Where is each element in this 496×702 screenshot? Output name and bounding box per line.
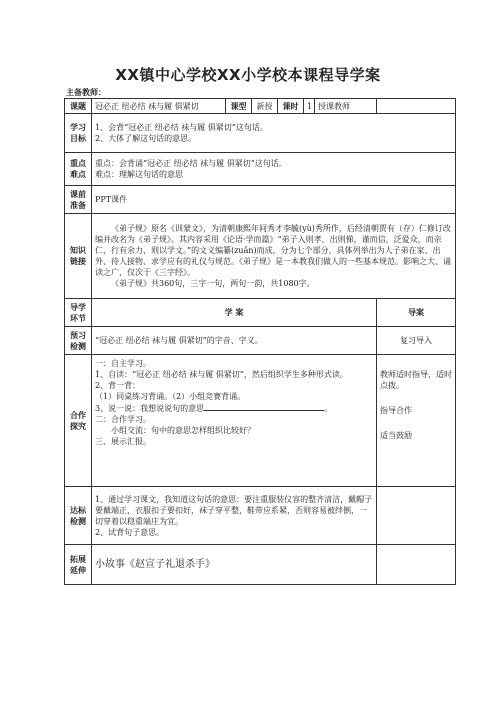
explore-guide-line: 教师适时指导，适时点拨。 [380, 370, 452, 390]
keypoint-item: 重点：会背诵“冠必正 纽必结 袜与履 俱紧切”这句话。 [95, 159, 287, 168]
header-row [65, 99, 456, 114]
explore-line: （1）同桌练习背诵。（2）小组竞赛背诵。 [95, 392, 246, 401]
preparer-label: 主备教师： [66, 88, 106, 97]
goals-content [92, 114, 456, 153]
knowledge-paragraph: 《弟子规》共360句，三字一句，两句一韵，共1080字。 [111, 279, 315, 288]
topic-value: 冠必正 纽必结 袜与履 俱紧切 [92, 99, 226, 114]
check-label: 达标检测 [65, 487, 92, 545]
explore-line: 三、展示汇报。 [95, 437, 151, 446]
guide-header-row [65, 299, 456, 327]
teacher-value [377, 99, 456, 114]
knowledge-label: 知识链接 [65, 214, 92, 299]
teacher-label: 授课教师 [315, 99, 377, 114]
check-line: 2、试背句子意思。 [95, 527, 165, 537]
prep-value: PPT课件 [92, 186, 456, 214]
guide-section-label: 导学环节 [65, 299, 92, 327]
preview-label: 预习检测 [65, 327, 92, 355]
check-content [92, 487, 377, 545]
fill-in-blank [204, 402, 324, 411]
explore-line: 3、说一说：我想说说句的意思 [95, 404, 205, 413]
goals-row [65, 114, 456, 153]
check-guide [377, 487, 456, 545]
explore-guide-line: 指导合作 [380, 406, 412, 415]
extend-guide [377, 545, 456, 585]
keypoints-row [65, 153, 456, 186]
type-label: 课型 [226, 99, 252, 114]
keypoint-item: 难点：理解这句话的意思 [95, 170, 183, 179]
check-row [65, 487, 456, 545]
knowledge-row [65, 214, 456, 299]
plan-header: 学 案 [92, 299, 377, 327]
prep-label: 课前准备 [65, 186, 92, 214]
explore-line: 小组交流：句中的意思怎样组织比较好？ [111, 426, 255, 435]
goal-item: 1、会背“冠必正 纽必结 袜与履 俱紧切”这句话。 [95, 123, 268, 132]
keypoints-label: 重点难点 [65, 153, 92, 186]
keypoints-content [92, 153, 456, 186]
explore-guide [377, 355, 456, 487]
explore-row [65, 355, 456, 487]
explore-content [92, 355, 377, 487]
preview-row [65, 327, 456, 355]
preview-content: “冠必正 纽必结 袜与履 俱紧切”的字音、字义。 [92, 327, 377, 355]
guide-header: 导案 [377, 299, 456, 327]
period-label: 课时 [278, 99, 304, 114]
explore-line-with-blank: 3、说一说：我想说说句的意思 。 [95, 404, 333, 413]
document-title: XX镇中心学校XX小学校本课程导学案 [115, 66, 381, 84]
check-line: 1、通过学习课文，我知道这句话的意思：要注重服装仪容的整齐清洁，戴帽子要戴端正，衣服扣子要扣好，袜子穿平整，鞋带应系紧，否则容易被绊倒，一切穿着以稳重端庄为宜。 [95, 494, 373, 526]
explore-line: 一：自主学习。 [95, 359, 151, 368]
period-value: 1 [304, 99, 315, 114]
explore-line: 1、自读：“冠必正 纽必结 袜与履 俱紧切”，然后组织学生多种形式读。 [95, 370, 348, 379]
goals-label: 学习目标 [65, 114, 92, 153]
explore-line: 二：合作学习。 [95, 415, 151, 424]
preview-guide: 复习导入 [377, 327, 456, 355]
explore-label: 合作探究 [65, 355, 92, 487]
prep-row [65, 186, 456, 214]
lesson-plan-table [64, 98, 456, 585]
topic-label: 课题 [65, 99, 92, 114]
extend-label: 拓展延伸 [65, 545, 92, 585]
knowledge-paragraph: 《弟子规》原名《训蒙文》，为清朝康熙年间秀才李毓(yù)秀所作，后经清朝贾有（存）仁修订改编并改名为《弟子规》。其内容采用《论语·学而篇》“弟子入则孝，出则悌，谨而信，泛爱众，而亲仁，行有余力，则以学文。”的文义编纂(zuǎn)而成，分为七个部分，具体列举出为人子弟在家、出外、待人接物、求学应有的礼仪与规范。《弟子规》是一本教我们做人的一些基本规范。影响之大、诵读之广，仅次于《三字经》。 [95, 224, 451, 277]
goal-item: 2、大体了解这句话的意思。 [95, 134, 197, 143]
type-value: 新授 [252, 99, 278, 114]
knowledge-content [92, 214, 456, 299]
explore-guide-line: 适当鼓励 [380, 431, 412, 440]
explore-line: 2、背一背： [95, 381, 141, 390]
extend-content: 小故事《赵宣子礼退杀手》 [92, 545, 377, 585]
extend-row [65, 545, 456, 585]
